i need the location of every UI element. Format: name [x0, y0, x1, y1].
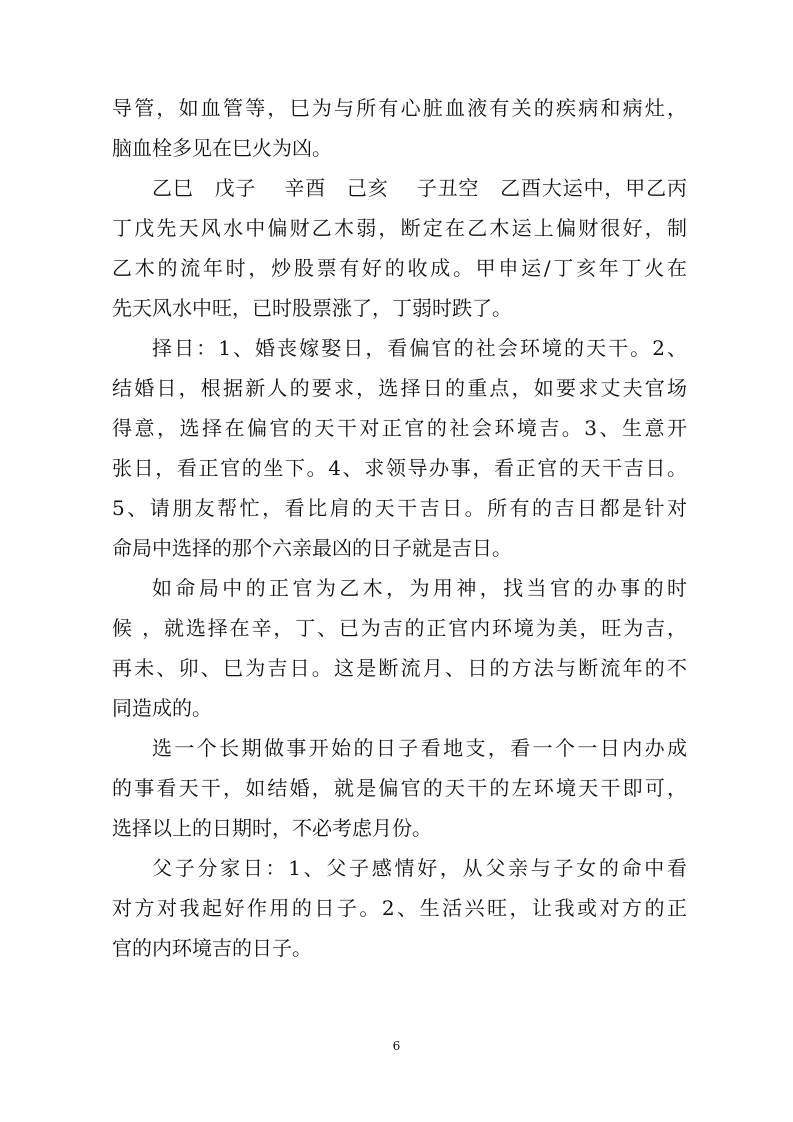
body-text — [112, 88, 687, 968]
text-line: 对方对我起好作用的日子。2、生活兴旺，让我或对方的正 — [112, 896, 687, 920]
paragraph — [112, 848, 687, 968]
page-number: 6 — [392, 1039, 401, 1053]
text-line: 官的内环境吉的日子。 — [112, 936, 312, 960]
paragraph — [112, 168, 687, 328]
paragraph — [112, 568, 687, 728]
text-line: 张日，看正官的坐下。4、求领导办事，看正官的天干吉日。 — [112, 456, 687, 480]
text-line: 的事看天干，如结婚，就是偏官的天干的左环境天干即可， — [112, 776, 687, 800]
paragraph — [112, 328, 687, 568]
text-line: 乙巳 戊子 辛酉 己亥 子丑空 乙酉大运中，甲乙丙 — [152, 176, 687, 200]
text-line: 选一个长期做事开始的日子看地支，看一个一日内办成 — [152, 736, 687, 760]
text-line: 命局中选择的那个六亲最凶的日子就是吉日。 — [112, 536, 512, 560]
text-line: 如命局中的正官为乙木，为用神，找当官的办事的时 — [152, 576, 687, 600]
text-line: 乙木的流年时，炒股票有好的收成。甲申运/丁亥年丁火在 — [112, 256, 687, 280]
text-line: 择日：1、婚丧嫁娶日，看偏官的社会环境的天干。2、 — [152, 336, 687, 360]
text-line: 导管，如血管等，巳为与所有心脏血液有关的疾病和病灶， — [112, 96, 687, 120]
text-line: 选择以上的日期时，不必考虑月份。 — [112, 816, 432, 840]
text-line: 得意，选择在偏官的天干对正官的社会环境吉。3、生意开 — [112, 416, 687, 440]
text-line: 再未、卯、巳为吉日。这是断流月、日的方法与断流年的不 — [112, 656, 687, 680]
paragraph — [112, 88, 687, 168]
text-line: 父子分家日：1、父子感情好，从父亲与子女的命中看 — [152, 856, 687, 880]
paragraph — [112, 728, 687, 848]
text-line: 丁戊先天风水中偏财乙木弱，断定在乙木运上偏财很好，制 — [112, 216, 687, 240]
text-line: 5、请朋友帮忙，看比肩的天干吉日。所有的吉日都是针对 — [112, 496, 687, 520]
text-line: 结婚日，根据新人的要求，选择日的重点，如要求丈夫官场 — [112, 376, 687, 400]
text-line: 候 ，就选择在辛，丁、已为吉的正官内环境为美，旺为吉， — [112, 616, 687, 640]
text-line: 先天风水中旺，已时股票涨了，丁弱时跌了。 — [112, 296, 512, 320]
text-line: 同造成的。 — [112, 696, 212, 720]
text-line: 脑血栓多见在巳火为凶。 — [112, 136, 332, 160]
